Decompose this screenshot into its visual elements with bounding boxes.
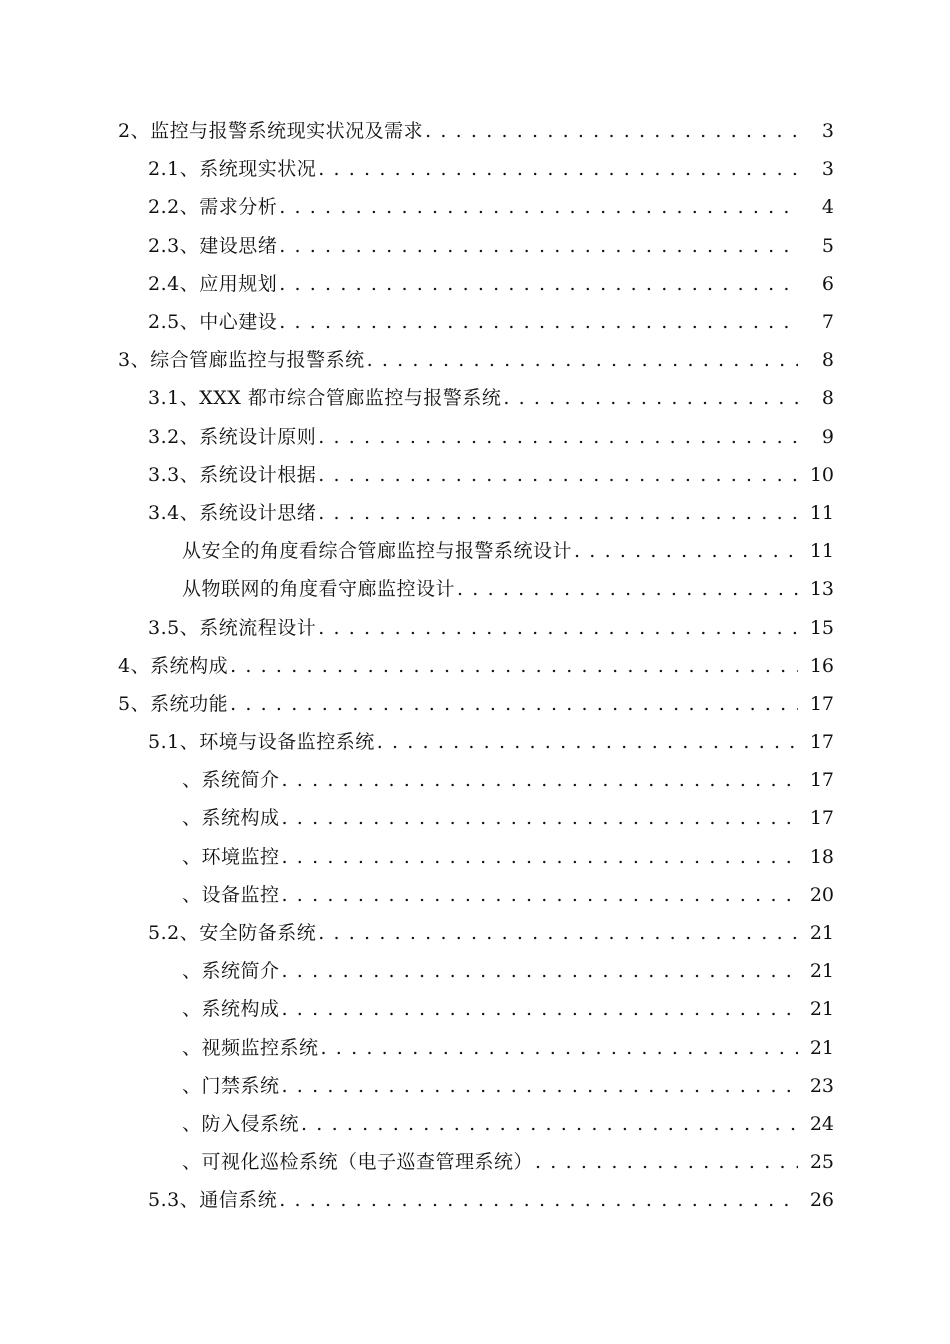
toc-page-number: 10 [809,463,834,486]
toc-dot-leader [318,914,798,952]
toc-page-number: 23 [809,1074,834,1097]
toc-entry-title: 、系统构成 [182,998,280,1021]
toc-page-number: 3 [821,120,834,143]
toc-entry[interactable] [0,570,950,608]
toc-dot-leader [282,1067,798,1105]
toc-page-number: 7 [821,311,834,334]
toc-dot-leader [535,1143,798,1181]
toc-dot-leader [279,227,798,265]
toc-entry[interactable] [0,914,950,952]
toc-entry[interactable] [0,227,950,265]
toc-dot-leader [318,609,798,647]
toc-entry-title: 3.4、系统设计思绪 [148,501,317,524]
toc-dot-leader [318,418,798,456]
toc-entry[interactable] [0,418,950,456]
toc-entry[interactable] [0,532,950,570]
toc-entry-title: 3.2、系统设计原则 [148,425,317,448]
toc-entry-title: 5.1、环境与设备监控系统 [148,731,375,754]
toc-page-number: 21 [809,998,834,1021]
toc-dot-leader [230,685,798,723]
toc-entry[interactable] [0,1143,950,1181]
toc-page-number: 11 [809,501,834,524]
toc-dot-leader [279,265,798,303]
toc-entry-title: 2.1、系统现实状况 [148,158,317,181]
toc-entry-title: 5、系统功能 [118,692,229,715]
toc-page-number: 11 [809,540,834,563]
toc-page-number: 15 [809,616,834,639]
toc-entry[interactable] [0,1181,950,1219]
toc-entry-title: 从安全的角度看综合管廊监控与报警系统设计 [182,540,573,563]
toc-dot-leader [282,799,798,837]
toc-entry[interactable] [0,1067,950,1105]
toc-dot-leader [457,570,798,608]
toc-entry[interactable] [0,838,950,876]
toc-dot-leader [282,761,798,799]
toc-page-number: 26 [809,1189,834,1212]
toc-entry[interactable] [0,608,950,646]
toc-entry[interactable] [0,1105,950,1143]
toc-page-number: 16 [809,654,834,677]
toc-dot-leader [282,838,798,876]
toc-dot-leader [318,150,798,188]
toc-entry[interactable] [0,647,950,685]
toc-page-number: 17 [809,769,834,792]
toc-page-number: 21 [809,922,834,945]
toc-page-number: 13 [809,578,834,601]
toc-entry[interactable] [0,456,950,494]
toc-page-number: 17 [809,692,834,715]
toc-dot-leader [282,876,798,914]
toc-dot-leader [321,1029,798,1067]
toc-entry-title: 3.1、XXX 都市综合管廊监控与报警系统 [148,387,502,410]
toc-dot-leader [279,188,798,226]
toc-entry[interactable] [0,188,950,226]
toc-page-number: 4 [821,196,834,219]
toc-page-number: 24 [809,1112,834,1135]
toc-dot-leader [301,1105,798,1143]
toc-page-number: 18 [809,845,834,868]
toc-entry-title: 2.3、建设思绪 [148,234,278,257]
toc-entry-title: 、门禁系统 [182,1074,280,1097]
toc-dot-leader [503,379,798,417]
toc-entry-title: 5.2、安全防备系统 [148,922,317,945]
toc-entry[interactable] [0,723,950,761]
toc-page-number: 17 [809,807,834,830]
toc-entry-title: 2、监控与报警系统现实状况及需求 [118,120,424,143]
toc-entry-title: 5.3、通信系统 [148,1189,278,1212]
toc-page-number: 9 [821,425,834,448]
toc-dot-leader [279,1181,798,1219]
toc-entry-title: 、系统简介 [182,960,280,983]
toc-entry-title: 、系统简介 [182,769,280,792]
toc-entry[interactable] [0,341,950,379]
toc-dot-leader [425,112,798,150]
toc-entry-title: 、系统构成 [182,807,280,830]
toc-entry[interactable] [0,494,950,532]
toc-entry-title: 4、系统构成 [118,654,229,677]
toc-entry[interactable] [0,112,950,150]
toc-dot-leader [318,456,798,494]
toc-dot-leader [279,303,798,341]
toc-entry-title: 、防入侵系统 [182,1112,300,1135]
toc-page-number: 8 [821,387,834,410]
toc-entry-title: 、可视化巡检系统（电子巡查管理系统） [182,1151,534,1174]
toc-page-number: 8 [821,349,834,372]
toc-dot-leader [282,952,798,990]
toc-entry[interactable] [0,303,950,341]
toc-entry[interactable] [0,150,950,188]
toc-entry[interactable] [0,1029,950,1067]
toc-page-number: 5 [821,234,834,257]
toc-page-number: 3 [821,158,834,181]
toc-page-number: 21 [809,960,834,983]
toc-page-number: 6 [821,272,834,295]
toc-dot-leader [377,723,798,761]
toc-entry-title: 2.4、应用规划 [148,272,278,295]
toc-dot-leader [282,990,798,1028]
toc-entry[interactable] [0,876,950,914]
toc-entry[interactable] [0,379,950,417]
toc-entry[interactable] [0,952,950,990]
toc-entry-title: 2.2、需求分析 [148,196,278,219]
toc-entry-title: 、环境监控 [182,845,280,868]
toc-entry-title: 3、综合管廊监控与报警系统 [118,349,365,372]
toc-page-number: 25 [809,1151,834,1174]
toc-dot-leader [230,647,798,685]
toc-entry-title: 3.3、系统设计根据 [148,463,317,486]
toc-entry-title: 2.5、中心建设 [148,311,278,334]
toc-page-number: 21 [809,1036,834,1059]
toc-entry-title: 、视频监控系统 [182,1036,319,1059]
toc-entry[interactable] [0,265,950,303]
toc-dot-leader [367,341,798,379]
toc-entry-title: 从物联网的角度看守廊监控设计 [182,578,456,601]
toc-entry[interactable] [0,685,950,723]
toc-entry-title: 3.5、系统流程设计 [148,616,317,639]
toc-entry[interactable] [0,990,950,1028]
toc-page-number: 17 [809,731,834,754]
toc-dot-leader [318,494,798,532]
toc-entry[interactable] [0,761,950,799]
table-of-contents [0,112,950,1219]
toc-dot-leader [574,532,798,570]
toc-entry-title: 、设备监控 [182,883,280,906]
toc-entry[interactable] [0,799,950,837]
toc-page-number: 20 [809,883,834,906]
